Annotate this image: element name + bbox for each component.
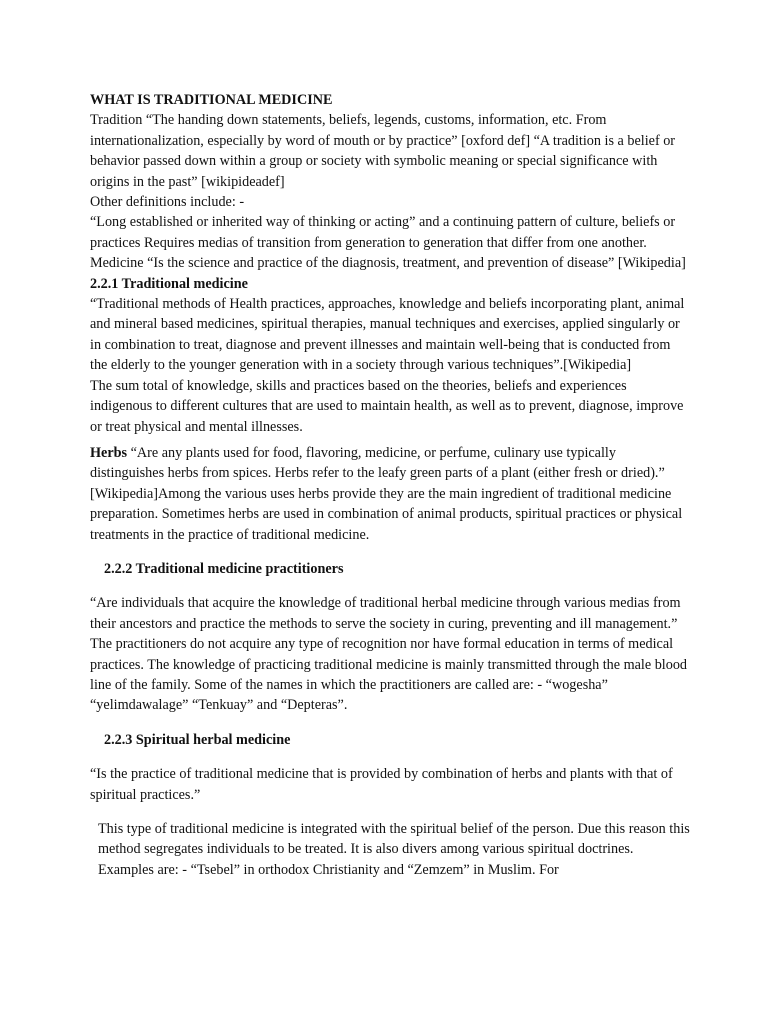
herbs-paragraph: [90, 443, 690, 545]
document-page: [90, 90, 690, 880]
section-2-2-2-heading: 2.2.2 Traditional medicine practitioners: [104, 560, 344, 577]
long-established-definition: “Long established or inherited way of thinking or acting” and a continuing pattern of culture, beliefs or practices Requires medias of transition from generation to generation that differ from one another. Medicine “Is the science and practice of the diagnosis, treatment, and prevention of disease” [Wikipedia]: [90, 214, 686, 272]
section-2-2-3-heading: 2.2.3 Spiritual herbal medicine: [104, 731, 291, 748]
document-title: WHAT IS TRADITIONAL MEDICINE: [90, 92, 333, 108]
herbs-label: Herbs: [90, 444, 128, 461]
section-2-2-3-definition: “Is the practice of traditional medicine that is provided by combination of herbs and plants with that of spiritual practices.”: [90, 766, 673, 803]
section-2-2-1-summary: The sum total of knowledge, skills and practices based on the theories, beliefs and experiences indigenous to different cultures that are used to maintain health, as well as to prevent, diagnose, improve or treat physical and mental illnesses.: [90, 377, 684, 435]
section-2-2-2-paragraph: “Are individuals that acquire the knowledge of traditional herbal medicine through various medias from their ancestors and practice the methods to serve the society in curing, preventing and ill management.” The practitioners do not acquire any type of recognition nor have formal education in terms of medical practices. The knowledge of practicing traditional medicine is mainly transmitted through the male blood line of the family. Some of the names in which the practitioners are called are: - “wogesha” “yelimdawalage” “Tenkuay” and “Depteras”.: [90, 595, 688, 714]
section-2-2-1-definition: “Traditional methods of Health practices, approaches, knowledge and beliefs incorporating plant, animal and mineral based medicines, spiritual therapies, manual techniques and exercises, applied singularly or in combination to treat, diagnose and prevent illnesses and maintain well-being that is conducted from the elderly to the younger generation with in a society through various techniques”.[Wikipedia]: [90, 296, 685, 374]
other-definitions-label: Other definitions include: -: [90, 194, 245, 211]
tradition-definition: Tradition “The handing down statements, beliefs, legends, customs, information, etc. From internationalization, especially by word of mouth or by practice” [oxford def] “A tradition is a belief or behavior passed down within a group or society with symbolic meaning or special significance with origins in the past” [wikipideadef]: [90, 112, 676, 190]
section-2-2-3-paragraph: This type of traditional medicine is integrated with the spiritual belief of the person. Due this reason this method segregates individuals to be treated. It is also divers among various spiritual doctrines. Examples are: - “Tsebel” in orthodox Christianity and “Zemzem” in Muslim. For: [98, 821, 690, 878]
herbs-text: “Are any plants used for food, flavoring, medicine, or perfume, culinary use typically distinguishes herbs from spices. Herbs refer to the leafy green parts of a plant (either fresh or dried).” [Wikipedia]Among the various uses herbs provide they are the main ingredient of traditional medicine preparation. Sometimes herbs are used in combination of animal products, spiritual practices or physical treatments in the practice of traditional medicine.: [90, 444, 683, 543]
section-2-2-1-heading: 2.2.1 Traditional medicine: [90, 275, 248, 292]
